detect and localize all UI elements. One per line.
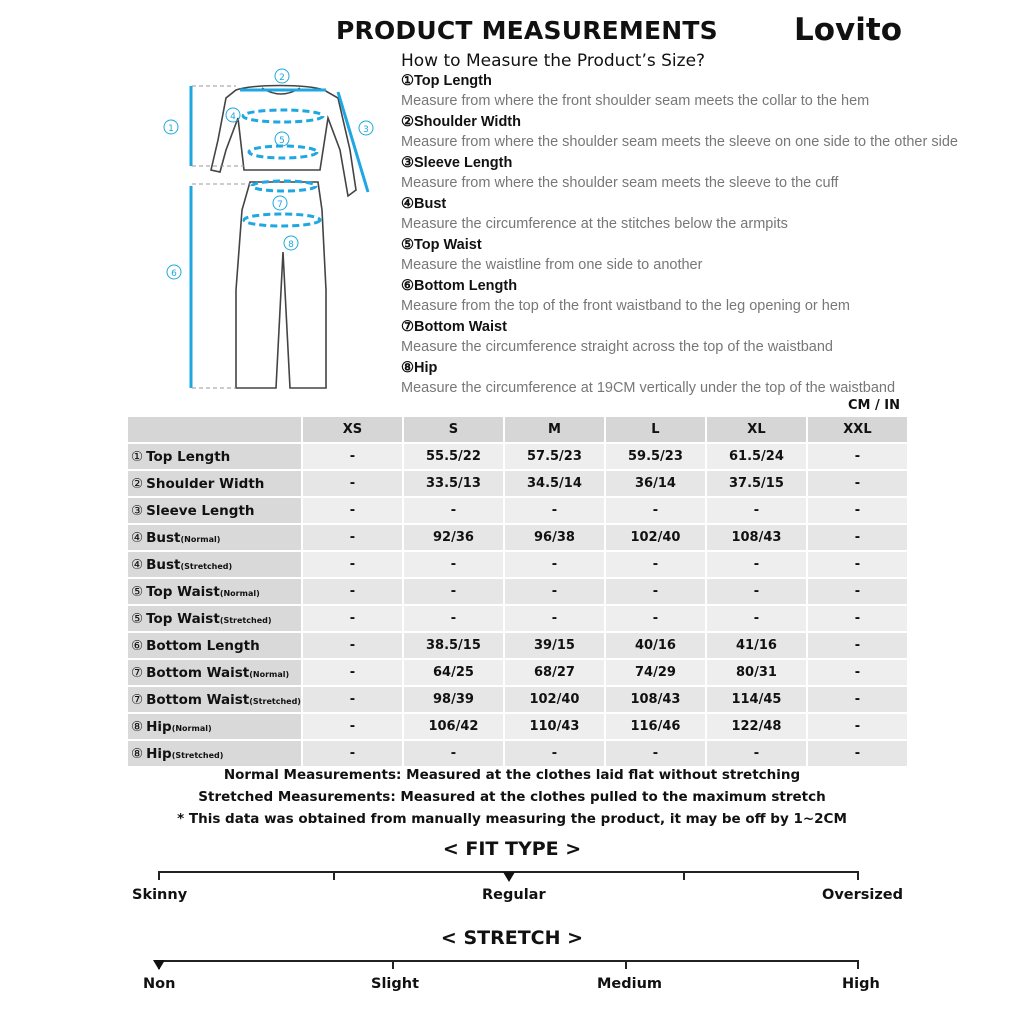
- stretch-line: [158, 960, 859, 962]
- table-row: [128, 687, 907, 712]
- row-subtype: (Normal): [171, 723, 212, 733]
- page-title: PRODUCT MEASUREMENTS: [336, 16, 718, 45]
- row-number: ⑦: [131, 664, 144, 681]
- row-label: [128, 498, 301, 523]
- table-cell: -: [808, 525, 907, 550]
- table-cell: -: [808, 606, 907, 631]
- table-row: [128, 498, 907, 523]
- table-cell: 59.5/23: [606, 444, 705, 469]
- table-cell: 39/15: [505, 633, 604, 658]
- column-header: XXL: [808, 417, 907, 442]
- row-label: [128, 471, 301, 496]
- table-cell: -: [303, 444, 402, 469]
- table-cell: -: [303, 606, 402, 631]
- row-number: ③: [131, 502, 144, 519]
- table-cell: 102/40: [505, 687, 604, 712]
- disclaimer-note: * This data was obtained from manually measuring the product, it may be off by 1~2CM: [177, 811, 847, 827]
- row-subtype: (Stretched): [180, 561, 233, 571]
- row-name: Hip: [146, 745, 172, 762]
- row-subtype: (Normal): [249, 669, 290, 679]
- guide-item: [401, 195, 1001, 236]
- row-label: [128, 606, 301, 631]
- row-number: ⑧: [131, 718, 144, 735]
- garment-diagram: [160, 62, 390, 397]
- table-cell: -: [707, 552, 806, 577]
- table-cell: -: [808, 444, 907, 469]
- table-cell: -: [808, 633, 907, 658]
- table-cell: 38.5/15: [404, 633, 503, 658]
- row-number: ⑤: [131, 583, 144, 600]
- fit-label-oversized: Oversized: [822, 887, 904, 903]
- fit-tick: [857, 871, 859, 880]
- row-subtype: (Normal): [180, 534, 221, 544]
- guide-item: [401, 113, 1001, 154]
- table-cell: -: [606, 552, 705, 577]
- guide-desc: Measure from where the shoulder seam meets the sleeve on one side to the other side: [401, 134, 958, 150]
- row-subtype: (Normal): [219, 588, 260, 598]
- table-corner: [128, 417, 301, 442]
- column-header: L: [606, 417, 705, 442]
- guide-label: ④Bust: [401, 196, 447, 212]
- table-cell: -: [404, 498, 503, 523]
- table-cell: -: [505, 579, 604, 604]
- stretch-tick: [392, 960, 394, 969]
- table-cell: 68/27: [505, 660, 604, 685]
- row-label: [128, 633, 301, 658]
- stretched-note: Stretched Measurements: Measured at the clothes pulled to the maximum stretch: [198, 789, 826, 805]
- row-label: [128, 579, 301, 604]
- table-cell: -: [303, 714, 402, 739]
- row-number: ④: [131, 556, 144, 573]
- table-cell: 41/16: [707, 633, 806, 658]
- row-name: Bottom Length: [146, 637, 260, 654]
- row-label: [128, 525, 301, 550]
- row-number: ⑧: [131, 745, 144, 762]
- table-cell: -: [606, 741, 705, 766]
- marker-4: 4: [230, 112, 236, 122]
- table-cell: -: [505, 498, 604, 523]
- guide-desc: Measure the circumference at the stitches below the armpits: [401, 216, 788, 232]
- row-name: Top Waist: [146, 610, 220, 627]
- column-header: M: [505, 417, 604, 442]
- row-name: Sleeve Length: [146, 502, 255, 519]
- table-cell: 92/36: [404, 525, 503, 550]
- table-row: [128, 714, 907, 739]
- measurement-guide: [401, 72, 1001, 400]
- table-cell: 64/25: [404, 660, 503, 685]
- stretch-tick: [625, 960, 627, 969]
- table-cell: 61.5/24: [707, 444, 806, 469]
- row-name: Hip: [146, 718, 172, 735]
- table-cell: 116/46: [606, 714, 705, 739]
- table-cell: -: [505, 741, 604, 766]
- table-row: [128, 660, 907, 685]
- table-cell: -: [303, 687, 402, 712]
- table-cell: -: [808, 552, 907, 577]
- table-cell: -: [707, 579, 806, 604]
- brand-logo: Lovito: [794, 12, 903, 48]
- row-number: ④: [131, 529, 144, 546]
- table-cell: 110/43: [505, 714, 604, 739]
- marker-1: 1: [168, 124, 174, 134]
- column-header: XL: [707, 417, 806, 442]
- row-name: Bottom Waist: [146, 664, 250, 681]
- table-cell: -: [808, 714, 907, 739]
- fit-type-title: < FIT TYPE >: [442, 838, 582, 860]
- table-cell: 80/31: [707, 660, 806, 685]
- table-cell: 98/39: [404, 687, 503, 712]
- table-cell: -: [404, 741, 503, 766]
- fit-tick: [683, 871, 685, 880]
- guide-heading: How to Measure the Product’s Size?: [401, 51, 706, 71]
- table-cell: -: [808, 741, 907, 766]
- marker-6: 6: [171, 269, 177, 279]
- table-cell: 34.5/14: [505, 471, 604, 496]
- row-label: [128, 741, 301, 766]
- stretch-tick: [857, 960, 859, 969]
- table-cell: -: [404, 606, 503, 631]
- table-cell: -: [808, 579, 907, 604]
- table-cell: 114/45: [707, 687, 806, 712]
- guide-desc: Measure the circumference straight across the top of the waistband: [401, 339, 833, 355]
- row-number: ⑦: [131, 691, 144, 708]
- table-cell: -: [303, 552, 402, 577]
- row-name: Shoulder Width: [146, 475, 265, 492]
- fit-label-skinny: Skinny: [132, 887, 188, 903]
- fit-label-regular: Regular: [482, 887, 546, 903]
- table-cell: 74/29: [606, 660, 705, 685]
- table-row: [128, 741, 907, 766]
- stretch-title: < STRETCH >: [440, 927, 584, 949]
- table-cell: -: [303, 579, 402, 604]
- marker-7: 7: [277, 200, 283, 210]
- table-row: [128, 579, 907, 604]
- row-subtype: (Stretched): [219, 615, 272, 625]
- row-number: ①: [131, 448, 144, 465]
- row-name: Bust: [146, 529, 181, 546]
- table-cell: 102/40: [606, 525, 705, 550]
- table-cell: 57.5/23: [505, 444, 604, 469]
- marker-3: 3: [363, 125, 369, 135]
- guide-label: ③Sleeve Length: [401, 155, 513, 171]
- stretch-label-medium: Medium: [597, 976, 663, 992]
- row-label: [128, 687, 301, 712]
- table-cell: 55.5/22: [404, 444, 503, 469]
- row-number: ⑤: [131, 610, 144, 627]
- table-cell: -: [303, 525, 402, 550]
- table-cell: 33.5/13: [404, 471, 503, 496]
- table-cell: 36/14: [606, 471, 705, 496]
- fit-tick: [333, 871, 335, 880]
- guide-desc: Measure from the top of the front waistband to the leg opening or hem: [401, 298, 850, 314]
- table-cell: 37.5/15: [707, 471, 806, 496]
- row-subtype: (Stretched): [249, 696, 301, 706]
- table-cell: -: [303, 741, 402, 766]
- guide-label: ⑦Bottom Waist: [401, 319, 507, 335]
- table-header-row: [128, 417, 907, 442]
- table-row: [128, 525, 907, 550]
- row-number: ⑥: [131, 637, 144, 654]
- table-cell: -: [303, 660, 402, 685]
- guide-desc: Measure from where the front shoulder seam meets the collar to the hem: [401, 93, 870, 109]
- marker-8: 8: [288, 240, 294, 250]
- marker-5: 5: [279, 136, 285, 146]
- row-subtype: (Stretched): [171, 750, 224, 760]
- table-cell: 122/48: [707, 714, 806, 739]
- guide-label: ⑤Top Waist: [401, 237, 482, 253]
- guide-item: [401, 72, 1001, 113]
- normal-note: Normal Measurements: Measured at the clothes laid flat without stretching: [223, 767, 801, 783]
- table-cell: -: [303, 498, 402, 523]
- column-header: S: [404, 417, 503, 442]
- guide-desc: Measure the circumference at 19CM vertically under the top of the waistband: [401, 380, 896, 396]
- table-cell: -: [505, 606, 604, 631]
- table-row: [128, 552, 907, 577]
- table-row: [128, 444, 907, 469]
- table-row: [128, 633, 907, 658]
- row-number: ②: [131, 475, 144, 492]
- marker-2: 2: [279, 73, 285, 83]
- table-cell: -: [808, 471, 907, 496]
- table-cell: 108/43: [606, 687, 705, 712]
- unit-label: CM / IN: [848, 398, 900, 413]
- table-cell: -: [404, 579, 503, 604]
- stretch-selected-marker: [153, 960, 165, 970]
- row-label: [128, 552, 301, 577]
- size-table: [126, 415, 909, 768]
- table-row: [128, 471, 907, 496]
- table-cell: 106/42: [404, 714, 503, 739]
- table-cell: -: [303, 471, 402, 496]
- table-cell: 40/16: [606, 633, 705, 658]
- guide-item: [401, 154, 1001, 195]
- table-cell: -: [808, 660, 907, 685]
- guide-label: ①Top Length: [401, 73, 492, 89]
- row-label: [128, 714, 301, 739]
- table-cell: -: [303, 633, 402, 658]
- guide-item: [401, 359, 1001, 400]
- guide-desc: Measure from where the shoulder seam meets the sleeve to the cuff: [401, 175, 839, 191]
- row-name: Bust: [146, 556, 181, 573]
- table-cell: -: [606, 498, 705, 523]
- table-cell: -: [707, 498, 806, 523]
- stretch-label-slight: Slight: [371, 976, 420, 992]
- row-name: Top Waist: [146, 583, 220, 600]
- column-header: XS: [303, 417, 402, 442]
- guide-label: ⑧Hip: [401, 360, 438, 376]
- fit-selected-marker: [503, 872, 515, 882]
- fit-tick: [158, 871, 160, 880]
- row-label: [128, 444, 301, 469]
- stretch-label-non: Non: [143, 976, 176, 992]
- table-row: [128, 606, 907, 631]
- guide-item: [401, 318, 1001, 359]
- guide-label: ②Shoulder Width: [401, 114, 521, 130]
- guide-desc: Measure the waistline from one side to another: [401, 257, 703, 273]
- table-cell: -: [404, 552, 503, 577]
- table-cell: -: [707, 741, 806, 766]
- table-cell: -: [505, 552, 604, 577]
- row-name: Bottom Waist: [146, 691, 250, 708]
- table-cell: -: [606, 606, 705, 631]
- table-cell: 96/38: [505, 525, 604, 550]
- row-label: [128, 660, 301, 685]
- table-cell: 108/43: [707, 525, 806, 550]
- guide-label: ⑥Bottom Length: [401, 278, 518, 294]
- table-cell: -: [707, 606, 806, 631]
- table-cell: -: [808, 687, 907, 712]
- guide-item: [401, 236, 1001, 277]
- stretch-label-high: High: [842, 976, 880, 992]
- guide-item: [401, 277, 1001, 318]
- row-name: Top Length: [146, 448, 231, 465]
- table-cell: -: [808, 498, 907, 523]
- table-cell: -: [606, 579, 705, 604]
